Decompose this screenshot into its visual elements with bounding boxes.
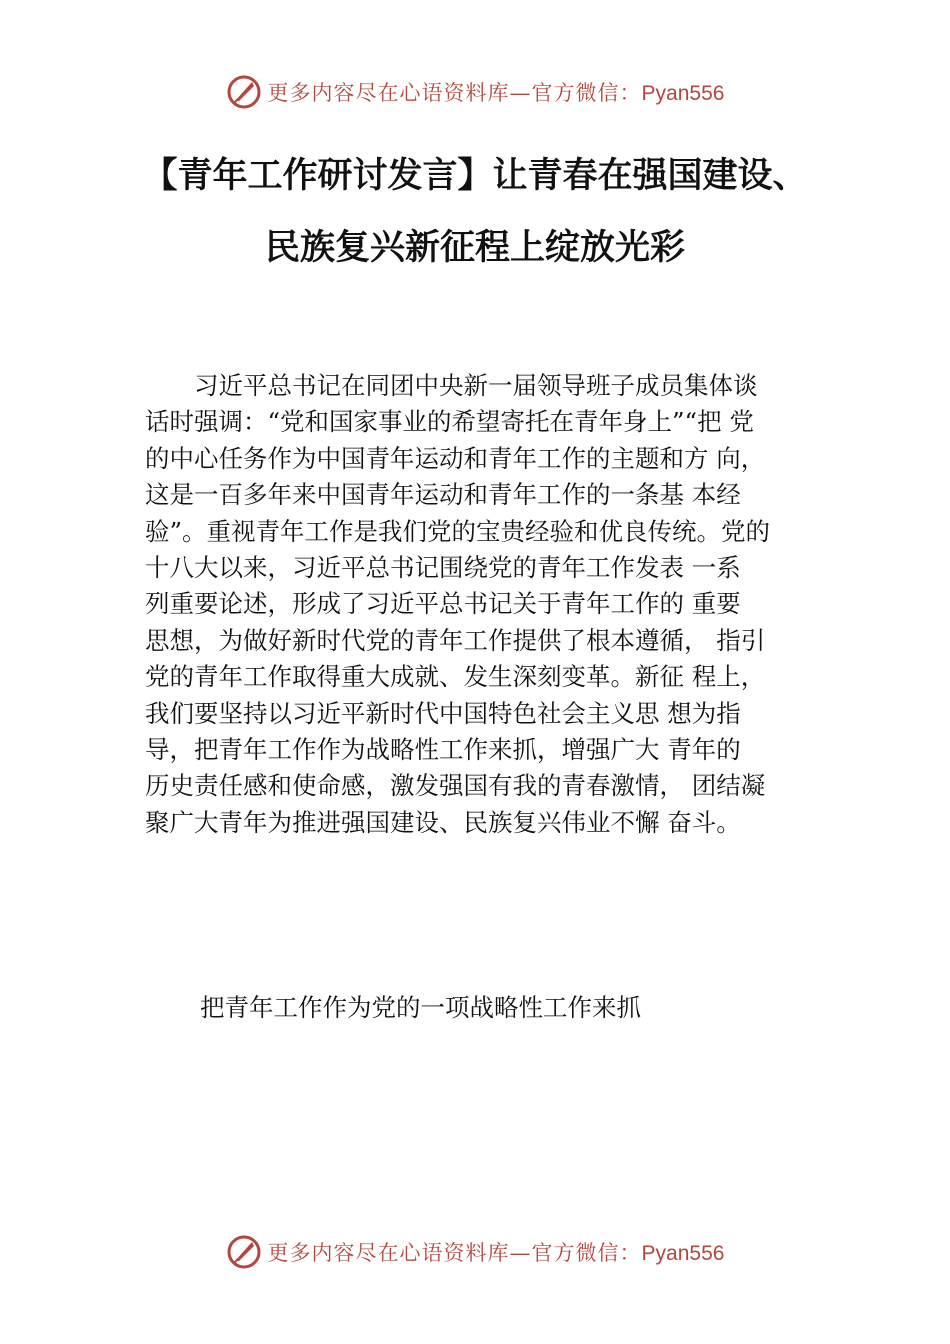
quill-logo-icon	[226, 74, 262, 110]
header-banner	[0, 72, 950, 112]
body-line: 验”。重视青年工作是我们党的宝贵经验和优良传统。党的	[145, 516, 771, 546]
body-line: 历史责任感和使命感，激发强国有我的青春激情， 团结凝	[145, 771, 766, 801]
body-line: 列重要论述，形成了习近平总书记关于青年工作的 重要	[145, 589, 741, 619]
body-line: 聚广大青年为推进强国建设、民族复兴伟业不懈 奋斗。	[145, 807, 741, 837]
section-subheading: 把青年工作作为党的一项战略性工作来抓	[200, 993, 641, 1022]
banner-text: 更多内容尽在心语资料库—官方微信：Pyan556	[267, 1241, 725, 1265]
quill-logo-icon	[226, 1234, 262, 1270]
body-line: 我们要坚持以习近平新时代中国特色社会主义思 想为指	[145, 698, 741, 728]
footer-banner	[0, 1232, 950, 1272]
body-line: 习近平总书记在同团中央新一届领导班子成员集体谈	[145, 371, 758, 400]
body-line: 导，把青年工作作为战略性工作来抓，增强广大 青年的	[145, 734, 741, 764]
body-line: 思想，为做好新时代党的青年工作提供了根本遵循， 指引	[145, 625, 766, 655]
document-title-line-1: 【青年工作研讨发言】让青春在强国建设、	[142, 156, 808, 196]
body-line: 党的青年工作取得重大成就、发生深刻变革。新征 程上，	[145, 662, 766, 692]
body-line: 这是一百多年来中国青年运动和青年工作的一条基 本经	[145, 480, 741, 510]
body-paragraph	[145, 368, 835, 841]
document-title-line-2: 民族复兴新征程上绽放光彩	[264, 228, 685, 268]
body-line: 话时强调：“党和国家事业的希望寄托在青年身上”“把 党	[145, 407, 754, 437]
body-line: 十八大以来，习近平总书记围绕党的青年工作发表 一系	[145, 552, 741, 582]
wechat-id: Pyan556	[641, 1242, 725, 1265]
banner-text: 更多内容尽在心语资料库—官方微信：Pyan556	[267, 81, 725, 105]
body-line: 的中心任务作为中国青年运动和青年工作的主题和方 向，	[145, 443, 766, 473]
wechat-id: Pyan556	[641, 82, 725, 105]
